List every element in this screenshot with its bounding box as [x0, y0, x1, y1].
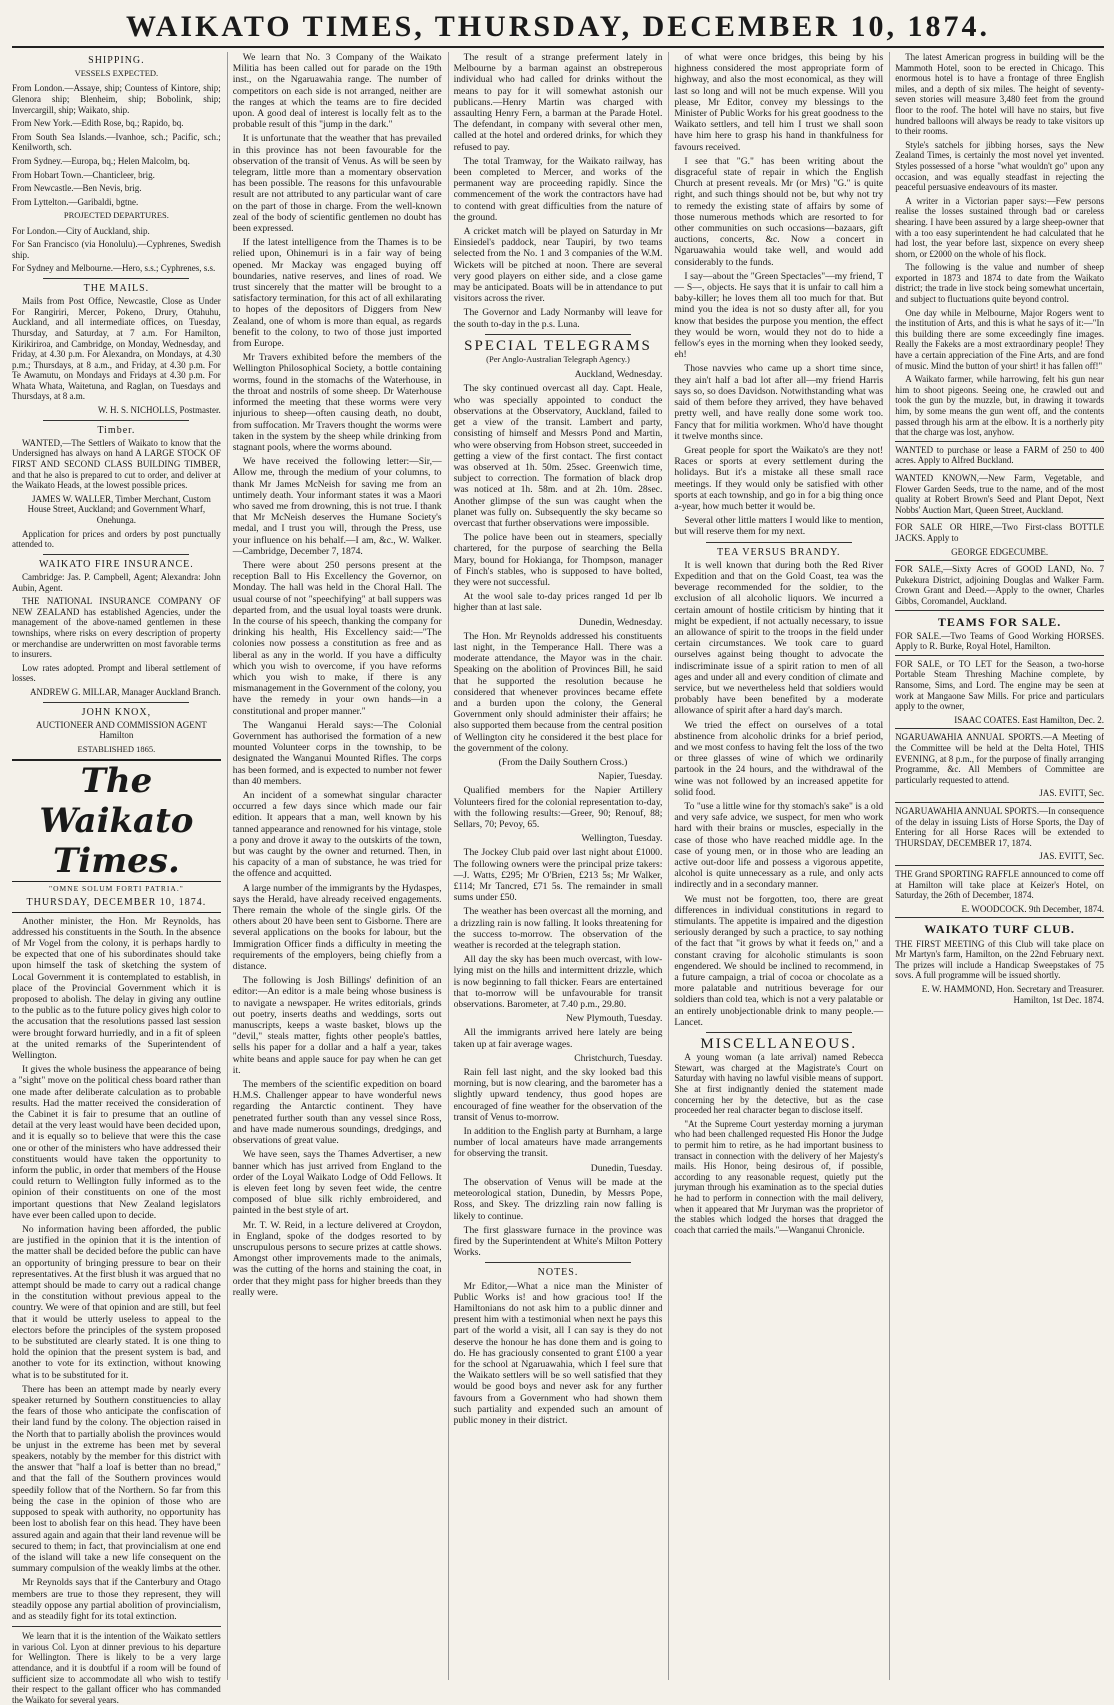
notes-continued: Those navvies who came up a short time since, they ain't half a bad lot after all—my friend Harris says so, so does Davidson. Notwithstanding what was said of them before they arrived, they have behaved pretty well, and have really done some work too. Fancy that for militia workmen. Who'd have thought it twelve months since. [674, 363, 884, 442]
classified-ad [895, 655, 1104, 726]
list-item: From South Sea Islands.—Ivanhoe, sch.; Pacific, sch.; Kenilworth, sch. [12, 131, 221, 153]
tea-brandy-heading: TEA VERSUS BRANDY. [717, 546, 841, 558]
telegram-dateline: Napier, Tuesday. [598, 771, 663, 783]
telegram-paragraph: Rain fell last night, and the sky looked bad this morning, but is now clearing, and the barometer has a slightly upward tendency, thus good hopes are encouraged of fine weather for the observation of the transit of Venus to-morrow. [453, 1067, 663, 1123]
news-paragraph: We have received the following letter:—Sir,—Allow me, through the medium of your columns, to thank Mr James McNeish for saving me from an untimely death. Your informant states it was a Maori who saved me from drowning, this is not true. I thank that Mr McNeish deserves the Humane Society's medal, and I trust you will, through the Press, use your influence on his behalf.—I am, &c., W. Walker.—Cambridge, December 7, 1874. [232, 456, 442, 557]
news-paragraph: The following is Josh Billings' definition of an editor:—An editor is a male being whose business is to navigate a newspaper. He writes editorials, grinds out poetry, inserts deaths and weddings, sorts out manuscripts, keeps a waste basket, blows up the "devil," steals matter, fights other people's battles, sells his paper for a dollar and a half a year, takes white beans and apple sauce for pay when he can get it. [232, 975, 442, 1076]
vessels-expected-list [12, 83, 221, 207]
ad-title: TEAMS FOR SALE. [937, 614, 1062, 629]
departures-heading: PROJECTED DEPARTURES. [63, 210, 169, 221]
telegram-source: (From the Daily Southern Cross.) [498, 756, 628, 768]
leader-paragraph: Mr Reynolds says that if the Canterbury and Otago members are true to those they represent, they will steadily oppose any partial abolition of provincialism, and as steadily fight for its total extinction. [12, 1577, 221, 1622]
news-paragraph: We have seen, says the Thames Advertiser, a new banner which has just arrived from England to the order of the Loyal Waikato Lodge of Odd Fellows. It is eleven feet long by seven feet wide, the centre composed of blue silk richly embroidered, and painted in the best style of art. [232, 1149, 442, 1217]
list-item: From Lyttelton.—Garibaldi, bgtne. [12, 196, 139, 207]
ad-body: FOR SALE.—Two Teams of Good Working HORSES. Apply to R. Burke, Royal Hotel, Hamilton. [895, 630, 1104, 652]
misc-paragraph: "At the Supreme Court yesterday morning a juryman who had been challenged requested His Honor the Judge to permit him to retire, as he had important business to transact in connection with the delivery of her Majesty's mails. His Honor, being desirous of, if possible, according to any reasonable request, quietly put the juryman through his examination as to the special duties he had to perform in connection with the mail delivery, when it appeared that Mr Juryman was the proprietor of the stables which lodged the horses that dragged the coach that carried the mails."—Wanganui Chronicle. [674, 1118, 884, 1235]
fire-insurance-heading: WAIKATO FIRE INSURANCE. [39, 558, 194, 570]
classified-ad [895, 802, 1104, 862]
news-paragraph: Mr Travers exhibited before the members of the Wellington Philosophical Society, a bottle containing worms, found in the stomachs of the Waterhouse, in the throat and nostrils of some sheep. Dr Waterhouse informed the meeting that these worms were very injurious to sheep—often causing death, no doubt, from suffocation. Mr Travers thought the worms were taken in the system by the sheep while drinking from stagnant pools, where the worms abound. [232, 352, 442, 453]
knox-name: JOHN KNOX, [81, 706, 152, 718]
column-1 [12, 52, 221, 1705]
news-paragraph: If the latest intelligence from the Thames is to be relied upon, Ohinemuri is in a fair way of being opened. Mr Mackay was engaged buying off boundaries, native reserves, and lines of road. We trust sincerely that the matter will be brought to a satisfactory termination, for this act of all exhilarating to hopes of the depositors of Diggers from New Zealand, one of whom is more than equal, as regards benefit to the colony, to two of those just imported from Europe. [232, 237, 442, 350]
telegram-paragraph: All day the sky has been much overcast, with low-lying mist on the hills and intermittent drizzle, which is now beginning to fall thicker. Fears are entertained that to-morrow will be unfavourable for transit observations. Barometer, at 7.40 p.m., 29.80. [453, 954, 663, 1011]
leader-paragraph: There has been an attempt made by nearly every speaker returned by Southern constituencies to allay the fears of those who anticipate the confiscation of their land fund by the colony. The objection raised in the North that to partially abolish the provinces would be unjust in the extreme has been met by several speakers, notably by the member for this district with the answer that "half a loaf is better than no bread," and that the fall of the Southern provinces would speedily follow that of the Northern. So far from this being the case in the opinion of those who are supposed to speak with authority, no opportunity has been lost to abolish fear on this head. They have been assured again and again that their land revenue will be secured to them; in fact, that provincialism at one end of the island will take a new life consequent on the summary compulsion of the weakly limbs at the other. [12, 1383, 221, 1575]
masthead [12, 8, 1104, 48]
ad-body: NGARUAWAHIA ANNUAL SPORTS.—In consequence of the delay in issuing Lists of Horse Sports, the Day of Entering for all Horse Races will be extended to THURSDAY, DECEMBER 17, 1874. [895, 806, 1104, 848]
news-paragraph: We learn that No. 3 Company of the Waikato Militia has been called out for parade on the 19th inst., on the Ngaruawahia range. The number of competitors on each side is not arranged, neither are the ranges at which the teams are to fire decided upon. A good deal of interest is locally felt as to the probable result of this "jump in the dark." [232, 52, 442, 131]
mails-signature: W. H. S. NICHOLLS, Postmaster. [97, 405, 221, 416]
classified-ad [895, 865, 1104, 914]
telegrams-subheading: (Per Anglo-Australian Telegraph Agency.) [486, 354, 630, 365]
news-paragraph: The Wanganui Herald says:—The Colonial Government has authorised the formation of a new mounted Volunteer corps in the township, to be designated the Wanganui Mounted Rifles. The corps has been formed, and is expected to number not fewer than 40 members. [232, 719, 442, 787]
list-item: For San Francisco (via Honolulu).—Cyphrenes, Swedish ship. [12, 239, 221, 260]
news-paragraph: The latest American progress in building will be the Mammoth Hotel, soon to be erected in Chicago. This enormous hotel is to have a frontage of three English miles, and a depth of six miles. The height of seventy-seven stories will measure 3,480 feet from the ground floor to the roof. The hotel will have no stairs, but five hundred balloons will always be ready to take visitors up to their rooms. [895, 52, 1104, 137]
telegram-dateline: New Plymouth, Tuesday. [565, 1013, 663, 1025]
classified-ad [895, 560, 1104, 606]
tea-paragraph: We tried the effect on ourselves of a total abstinence from alcoholic drinks for a brief period, and we most confess to having felt the loss of the two or three glasses of wine of which we ordinarily partook in the 24 hours, and the withdrawal of the wine was not followed by an increased appetite for solid food. [674, 719, 884, 798]
classified-ad [895, 610, 1104, 652]
ad-body: WANTED to purchase or lease a FARM of 250 to 400 acres. Apply to Alfred Buckland. [895, 444, 1104, 466]
leader-paragraph: It gives the whole business the appearance of being a "sight" move on the political chess board rather than one made after deliberate calculation as to probable results. Had the matter received the consideration of the Cabinet it is fair to presume that an outline of detail at the very least would have been decided upon, and it is equally so to believe that were this the case one or other of the ministers who have addressed their constituents would have taken the opportunity to inform the public, in order that members of the House could return to Wellington fully informed as to the opinion of their constituents on one of the most important questions that New Zealand legislators have ever been called upon to decide. [12, 1064, 221, 1221]
column-4 [668, 52, 883, 1680]
ad-title: WAIKATO TURF CLUB. [924, 922, 1075, 937]
telegram-paragraph: The first glassware furnace in the province was fired by the Superintendent at White's Milton Pottery Works. [453, 1224, 663, 1259]
ad-body: WANTED KNOWN,—New Farm, Vegetable, and Flower Garden Seeds, true to the name, and of the most quality at Robert Brown's Seed and Plant Depot, Next Nobbs' Auction Mart, Queen Street, Auckland. [895, 472, 1104, 515]
news-paragraph: A cricket match will be played on Saturday in Mr Einsiedel's paddock, near Taupiri, by two teams selected from the No. 1 and 3 companies of the W.M. Wickets will be pitched at noon. There are several very good players on either side, and a close game may be anticipated. Boats will be in attendance to put visitors across the river. [453, 226, 663, 305]
telegrams-heading: SPECIAL TELEGRAMS [464, 337, 652, 354]
telegram-paragraph: The sky continued overcast all day. Capt. Heale, who was specially appointed to conduct the observations at the Observatory, Auckland, failed to get a view of the transit. Lambert and party, consisting of himself and Messrs Pond and Martin, who were observing from Hobson street, succeeded in getting a view of the first contact. The first contact was observed at 1h. 50m. 25sec. Greenwich time, subject to correction. The formation of black drop was noticed at 1h. 58m. and at 2h. 10m. 28sec. Another glimpse of the sun was caught when the planet was fully on. Subsequently the sky became so overcast that further observations were impossible. [453, 383, 663, 529]
shipping-heading: SHIPPING. [88, 55, 145, 66]
ad-body: FOR SALE, or TO LET for the Season, a two-horse Portable Steam Threshing Machine complete, by Ransome, Sims, and Lord. The engine may be seen at work at Mangaone Saw Mills. For price and particulars apply to the owner, [895, 658, 1104, 712]
leader-end-note: We learn that it is the intention of the Waikato settlers in various Col. Lyon at dinner previous to his departure for Wellington. There is likely to be a very large attendance, and it is doubtful if a room will be found of sufficient size to accommodate all who wish to testify their respect to the gallant officer who has commanded the Waikato for several years. [12, 1631, 221, 1705]
ad-signature: E. W. HAMMOND, Hon. Secretary and Treasurer. Hamilton, 1st Dec. 1874. [921, 983, 1104, 1005]
classified-ad [895, 518, 1104, 557]
news-paragraph: It is unfortunate that the weather that has prevailed in this province has not been favourable for the observation of the transit of Venus. As will be seen by telegram, little more than a momentary observation has been possible. The reasons for this unfavourable result are not attributed to any particular want of care on the part of those in charge. From the well-known zeal of the body of scientific gentlemen no doubt has been expressed. [232, 133, 442, 235]
news-paragraph: An incident of a somewhat singular character occurred a few days since which made our fair edition. It appears that a man, well known by his tanned appearance and renowned for his vintage, stole a pony and drove it away to the outskirts of the town, but was caught by the owner and returned. Then, in his capacity of a man of substance, he was tried for the offence and acquitted. [232, 790, 442, 880]
vessels-expected-heading: VESSELS EXPECTED. [74, 68, 159, 79]
timber-ad: WANTED,—The Settlers of Waikato to know that the Undersigned has always on hand A LARGE STOCK OF FIRST AND SECOND CLASS BUILDING TIMBER, and that he also is prepared to cut to order, and deliver at the Waikato Heads, at the lowest possible prices. [12, 437, 221, 491]
news-paragraph: The Governor and Lady Normanby will leave for the south to-day in the p.s. Luna. [453, 307, 663, 330]
column-3 [448, 52, 663, 1680]
leader-paragraph: No information having been afforded, the public are justified in the opinion that it is the intention of the matter shall be decided before the public can have an opportunity of bringing pressure to bear on their representatives. At the first blush it was argued that no attempt should be made to carry out a radical change in the constitution without previous appeal to the country. We were of that opinion and are still, but feel that it would be utterly useless to appeal to the electors before the principles of the system proposed to be substituted are clearly stated. It is one thing to hold the opinion that the present system is bad, and another to vote for its extinction, without knowing what is to be substituted for it. [12, 1224, 221, 1381]
motto: "OMNE SOLUM FORTI PATRIA." [49, 884, 184, 894]
ad-body: THE Grand SPORTING RAFFLE announced to come off at Hamilton will take place at Keizer's Hotel, on Saturday, the 26th of December, 1874. [895, 868, 1104, 901]
list-item: From Hobart Town.—Chanticleer, brig. [12, 169, 155, 180]
news-paragraph: A writer in a Victorian paper says:—Few persons realise the losses sustained through bad or careless shearing. I have been assured by a large sheep-owner that with a too easy superintendent he had calculated that he had lost, the year before last, sixpence on every sheep shorn, or £2000 on the whole of his flock. [895, 195, 1104, 259]
notes-continued: Several other little matters I would like to mention, but will reserve them for my next. [674, 515, 884, 538]
fire-agents: Cambridge: Jas. P. Campbell, Agent; Alexandra: John Aubin, Agent. [12, 572, 221, 593]
list-item: From Newcastle.—Ben Nevis, brig. [12, 183, 142, 194]
news-paragraph: A large number of the immigrants by the Hydaspes, says the Herald, have already received engagements. There remain the whole of the single girls. Of the others about 20 have been sent to Gisborne. There are several applications on the books for labour, but the Immigration Officer finds a difficulty in meeting the requirements of the employers, being chiefly from a distance. [232, 882, 442, 973]
classified-ad [895, 469, 1104, 515]
ad-body: NGARUAWAHIA ANNUAL SPORTS.—A Meeting of the Committee will be held at the Delta Hotel, THIS EVENING, at 8 p.m., for the purpose of finally arranging Programme, &c. All Members of Committee are particularly requested to attend. [895, 732, 1104, 785]
notes-paragraph: Mr Editor,—What a nice man the Minister of Public Works is! and how gracious too! If the Hamiltonians do not ask him to a public dinner and present him with a testimonial when next he pays this part of the world a visit, all I can say is they do not deserve the honour he has done them and is going to do. He has graciously consented to grant £100 a year for the school at Ngaruawahia, which I feel sure that the Waikato settlers will be so well satisfied that they would be good boys and never ask for any further favours from a Government who had shown them such partiality and expended such an amount of public money in their district. [453, 1280, 663, 1426]
misc-paragraph: A young woman (a late arrival) named Rebecca Stewart, was charged at the Magistrate's Court on Saturday with having no lawful visible means of support. She at first indignantly denied the statement made concerning her by the detective, but as the case proceeded her real character began to disclose itself. [674, 1052, 884, 1116]
telegram-paragraph: The police have been out in steamers, specially chartered, for the purpose of searching the Bella Mary, bound for Hokianga, for Thompson, manager of Finch's stables, who is supposed to have bolted, they were not successful. [453, 532, 663, 588]
ad-signature: JAS. EVITT, Sec. [1039, 788, 1104, 799]
list-item: For London.—City of Auckland, ship. [12, 225, 150, 236]
telegram-paragraph: All the immigrants arrived here lately are being taken up at fair average wages. [453, 1027, 663, 1050]
classified-ad [895, 917, 1104, 1005]
ad-body: THE FIRST MEETING of this Club will take place on Mr Martyn's farm, Hamilton, on the 22nd February next. The prizes will include a Handicap Sweepstakes of 75 sovs. A full programme will be issued shortly. [895, 938, 1104, 981]
knox-body: AUCTIONEER AND COMMISSION AGENT Hamilton [36, 719, 207, 741]
columns [12, 52, 1104, 1705]
telegram-paragraph: The observation of Venus will be made at the meteorological station, Dunedin, by Messrs Pope, Ross, and Skey. The drizzling rain now falling is likely to continue. [453, 1176, 663, 1222]
ad-signature: E. WOODCOCK. 9th December, 1874. [961, 903, 1104, 914]
news-paragraph: Style's satchels for jibbing horses, says the New Zealand Times, is certainly the most novel yet invented. Styles possessed of a horse "what wouldn't go" upon any occasion, and was equally steadfast in rejecting the peaceful persuasive endeavours of its master. [895, 139, 1104, 193]
news-paragraph: There were about 250 persons present at the reception Ball to His Excellency the Governor, on Monday. The hall was held in the Choral Hall. The usual course of not "speechifying" at ball suppers was departed from, and the usual loyal toasts were drunk. In the course of his speech, thanking the company for drinking his health, His Excellency said:—"The colonies now possess a constitution as free and as liberal as any in the world. If you have a difficulty which you wish to overcome, if you have reforms which you wish to make, if there is any mismanagement in the Government of the colony, you have the remedy in your own hands—in a constitutional and proper manner." [232, 559, 442, 717]
newspaper-nameplate: The Waikato Times. [12, 759, 221, 882]
telegram-paragraph: Qualified members for the Napier Artillery Volunteers fired for the colonial representation to-day, with the following results:—Greer, 90; Renouf, 88; Sellars, 70; Pevoy, 65. [453, 785, 663, 830]
fire-note: Low rates adopted. Prompt and liberal settlement of losses. [12, 662, 221, 684]
telegram-dateline: Wellington, Tuesday. [581, 833, 663, 845]
notes-continued: I say—about the "Green Spectacles"—my friend, T— S—, objects. He says that it is unfair to call him a baby-killer; he loves them all too much for that. But mind you the idea is not so dusty after all, for you know that besides the purpose you mention, the effect they would be worn, would they not do to hide a fellow's eyes in the morning when they looked seedy, eh! [674, 270, 884, 361]
timber-signature: JAMES W. WALLER, Timber Merchant, Custom House Street, Auckland; and Government Wharf, Onehunga. [27, 493, 211, 526]
mails-text: Mails from Post Office, Newcastle, Close as Under For Rangiriri, Mercer, Pokeno, Drury, Otahuhu, Auckland, and all intermediate offices, on Tuesday, Thursday, and Saturday, at 7 a.m. For Hamilton, Kirikiriroa, and Cambridge, on Monday, Wednesday, and Friday, at 4.30 p.m. For Alexandra, on Mondays, at 4.30 p.m.; Thursdays, at 8 a.m., and Friday, at 4.30 p.m. For Te Awamutu, on Mondays and Fridays at 4.30 p.m. For Whata Whata, Waitetuna, and Raglan, on Tuesdays and Thursdays, at 8 a.m. [12, 296, 221, 402]
tea-paragraph: It is well known that during both the Red River Expedition and that on the Gold Coast, tea was the beverage recommended for the soldier, to the exclusion of all alcoholic liquors. We incurred a certain amount of hostile criticism by hinting that it might be expedient, if not actually necessary, to issue an allowance of spirit to the troops in the field under certain circumstances. We took care to guard ourselves against being thought to advocate the indiscriminate issue of a spirit ration to men of all ages and under all and every condition of climate and service, but we nevertheless held that soldiers would probably have been benefited by a moderate allowance of spirit after a hard day's march. [674, 559, 884, 717]
ad-body: FOR SALE,—Sixty Acres of GOOD LAND, No. 7 Pukekura District, adjoining Douglas and Walker Farm. Crown Grant and Deed.—Apply to the owner, Charles Gibbs, Coromandel, Auckland. [895, 564, 1104, 606]
telegram-paragraph: In addition to the English party at Burnham, a large number of local amateurs have made arrangements for observing the transit. [453, 1126, 663, 1160]
list-item: From London.—Assaye, ship; Countess of Kintore, ship; Glenora ship; Blenheim, ship; Bobolink, ship; Invercargill, ship; Waikato, ship. [12, 83, 221, 115]
column-5 [889, 52, 1104, 1680]
telegram-dateline: Auckland, Wednesday. [574, 369, 663, 381]
classified-ad [895, 441, 1104, 466]
telegram-paragraph: The weather has been overcast all the morning, and a drizzling rain is now falling. It looks threatening for the success to-morrow. The observation of the weather is recorded at the telegraph station. [453, 906, 663, 952]
telegram-dateline: Dunedin, Tuesday. [590, 1162, 663, 1174]
telegram-paragraph: At the wool sale to-day prices ranged 1d per lb higher than at last sale. [453, 591, 663, 614]
notes-continued: of what were once bridges, this being by his highness considered the most appropriate form of highway, and also the most economical, as they will last so long and will not be much expense. Will you please, Mr Editor, convey my blessings to the Minister of Public Works for his great goodness to the Waikato settlers, and tell him I trust we shall soon have him here to grasp his hand in thankfulness for favours received. [674, 52, 884, 153]
ad-signature: ISAAC COATES. East Hamilton, Dec. 2. [954, 714, 1104, 725]
notes-continued: I see that "G." has been writing about the disgraceful state of repair in which the English Church at present reveals. Mr (or Mrs) "G." is quite right, and such things should not be, but why not try to remedy the existing state of affairs by some of those numerous methods which are resorted to for other communities on such occasions—bazaars, gift auctions, concerts, &c. Now a concert in Ngaruawahia would take well, and would add considerably to the funds. [674, 155, 884, 268]
notes-heading: NOTES. [537, 1267, 579, 1279]
news-paragraph: The result of a strange preferment lately in Melbourne by a barman against an obstreperous individual who had called for drinks without the means to pay for it will somewhat astonish our publicans.—Henry Martin was charged with assaulting Henry Fern, a barman at the Parade Hotel. The defendant, in company with several other men, called at the hotel and ordered drinks, for which they refused to pay. [453, 52, 663, 153]
timber-heading: Timber. [97, 424, 136, 436]
departures-list [12, 226, 221, 274]
column-2 [227, 52, 442, 1680]
mails-heading: THE MAILS. [83, 282, 150, 294]
list-item: For Sydney and Melbourne.—Hero, s.s.; Cyphrenes, s.s. [12, 263, 216, 274]
news-paragraph: The total Tramway, for the Waikato railway, has been completed to Mercer, and works of the permanent way are proceeding rapidly. Since the commencement of the work the contractors have had to contend with great difficulties from the nature of the ground. [453, 155, 663, 223]
telegram-paragraph: The Hon. Mr Reynolds addressed his constituents last night, in the Temperance Hall. There was a moderate attendance, the Mayor was in the chair. Speaking on the abolition of Provinces Bill, he said that he supported the resolution because he considered that whenever provinces became effete and a burden upon the colony, the General Government only should administer their affairs; he also supported them because from the central position of Wellington city he considered it the best place for the government of the colony. [453, 630, 663, 754]
news-paragraph: The following is the value and number of sheep exported in 1873 and 1874 to date from the Waikato district; the trade in live stock being somewhat uncertain, and subject to fluctuations quite beyond control. [895, 262, 1104, 305]
tea-paragraph: To "use a little wine for thy stomach's sake" is a old and very safe advice, we suspect, for men who work hard with their brains or muscles, especially in the case of those who have reached middle age. In the case of young men, or in those who are leading an active out-door life and possess a vigorous appetite, alcohol is quite unnecessary as a rule, and only acts indirectly and in a secondary manner. [674, 801, 884, 891]
ad-body: FOR SALE OR HIRE,—Two First-class BOTTLE JACKS. Apply to [895, 522, 1104, 543]
telegram-dateline: Dunedin, Wednesday. [578, 616, 663, 628]
tea-paragraph: We must not be forgotten, too, there are great differences in individual constitutions in regard to stimulants. The appetite is impaired and the digestion seriously deranged by such a practice, to say nothing of the fact that "it grows by what it feeds on," and a constant craving for alcoholic stimulants is soon engendered. We should be inclined to recommend, in a future campaign, a trial of cocoa or chocolate as a more palatable and nutritious beverage for our soldiers than cold tea, which is not a very palatable or an entirely unobjectionable drink to many people.—Lancet. [674, 893, 884, 1028]
news-paragraph: One day while in Melbourne, Major Rogers went to the institution of Arts, and this is what he says of it:—"In this building there are some exceedingly fine images. Really the Fakeks are a most extraordinary people! They have a certain appreciation of the Fine Arts, and are fond of music. Mind the button of your shirt! it has fallen off!" [895, 307, 1104, 371]
fire-signature: ANDREW G. MILLAR, Manager Auckland Branch. [30, 686, 221, 697]
masthead-title: WAIKATO TIMES, THURSDAY, DECEMBER 10, 1874. [126, 10, 990, 43]
ad-signature: JAS. EVITT, Sec. [1039, 851, 1104, 862]
fire-body: THE NATIONAL INSURANCE COMPANY OF NEW ZEALAND has established Agencies, under the management of the above-named gentlemen in these townships, where risks on every description of property or merchandise are underwritten on most favorable terms to insurers. [12, 596, 221, 660]
classified-ad [895, 728, 1104, 799]
list-item: From Sydney.—Europa, bq.; Helen Malcolm, bq. [12, 155, 190, 166]
knox-established: ESTABLISHED 1865. [77, 743, 156, 754]
timber-note: Application for prices and orders by post punctually attended to. [12, 528, 221, 550]
notes-continued: Great people for sport the Waikato's are they not! Races or sports at every settlement during the holidays. But it's a mistake all these small race meetings. If they would only be satisfied with other sports at each township, and go in for a big thing once a-year, how much better it would be. [674, 444, 884, 512]
miscellaneous-heading: MISCELLANEOUS. [700, 1036, 858, 1053]
leader-paragraph: Another minister, the Hon. Mr Reynolds, has addressed his constituents in the South. In the absence of Mr Vogel from the colony, it is perhaps hardly to be expected that one of his subordinates should take upon himself the task of sketching the system of Local Government it is contemplated to establish, in place of the Provincial Government which it is proposed to abolish. The delay in giving any outline to the public as to the future policy gives high color to the accusation that the resolutions passed last session were brought forward hurriedly, and in a fit of spleen at the united remarks of the Superintendent of Wellington. [12, 915, 221, 1061]
news-paragraph: A Waikato farmer, while harrowing, felt his gun near him to shoot pigeons. Seeing one, he crawled out and took the gun by the muzzle, but, in drawing it towards him, by some means the gun went off, and the contents passed through his arm at the elbow. It is a northerly pity that the charge was lost, anyhow. [895, 374, 1104, 438]
list-item: From New York.—Edith Rose, bq.; Rapido, bq. [12, 118, 184, 129]
ad-signature: GEORGE EDGECUMBE. [951, 546, 1049, 557]
dateline: THURSDAY, DECEMBER 10, 1874. [12, 897, 221, 912]
telegram-paragraph: The Jockey Club paid over last night about £1000. The following owners were the principal prize takers:—J. Watts, £295; Mr O'Brien, £213 5s; Mr Walker, £114; Mr Tancred, £71 5s. The remainder in small sums under £50. [453, 847, 663, 904]
news-paragraph: The members of the scientific expedition on board H.M.S. Challenger appear to have wonderful news regarding the Antarctic continent. They have penetrated further south than any vessel since Ross, and have made numerous soundings, dredgings, and observations of great value. [232, 1079, 442, 1147]
telegram-dateline: Christchurch, Tuesday. [574, 1052, 663, 1064]
news-paragraph: Mr. T. W. Reid, in a lecture delivered at Croydon, in England, spoke of the dodges resorted to by unscrupulous persons to secure prizes at cattle shows. Amongst other improvements made to the animals, was the cutting of the horns and staining the coat, in order that they might pass for higher breeds than they really were. [232, 1219, 442, 1298]
